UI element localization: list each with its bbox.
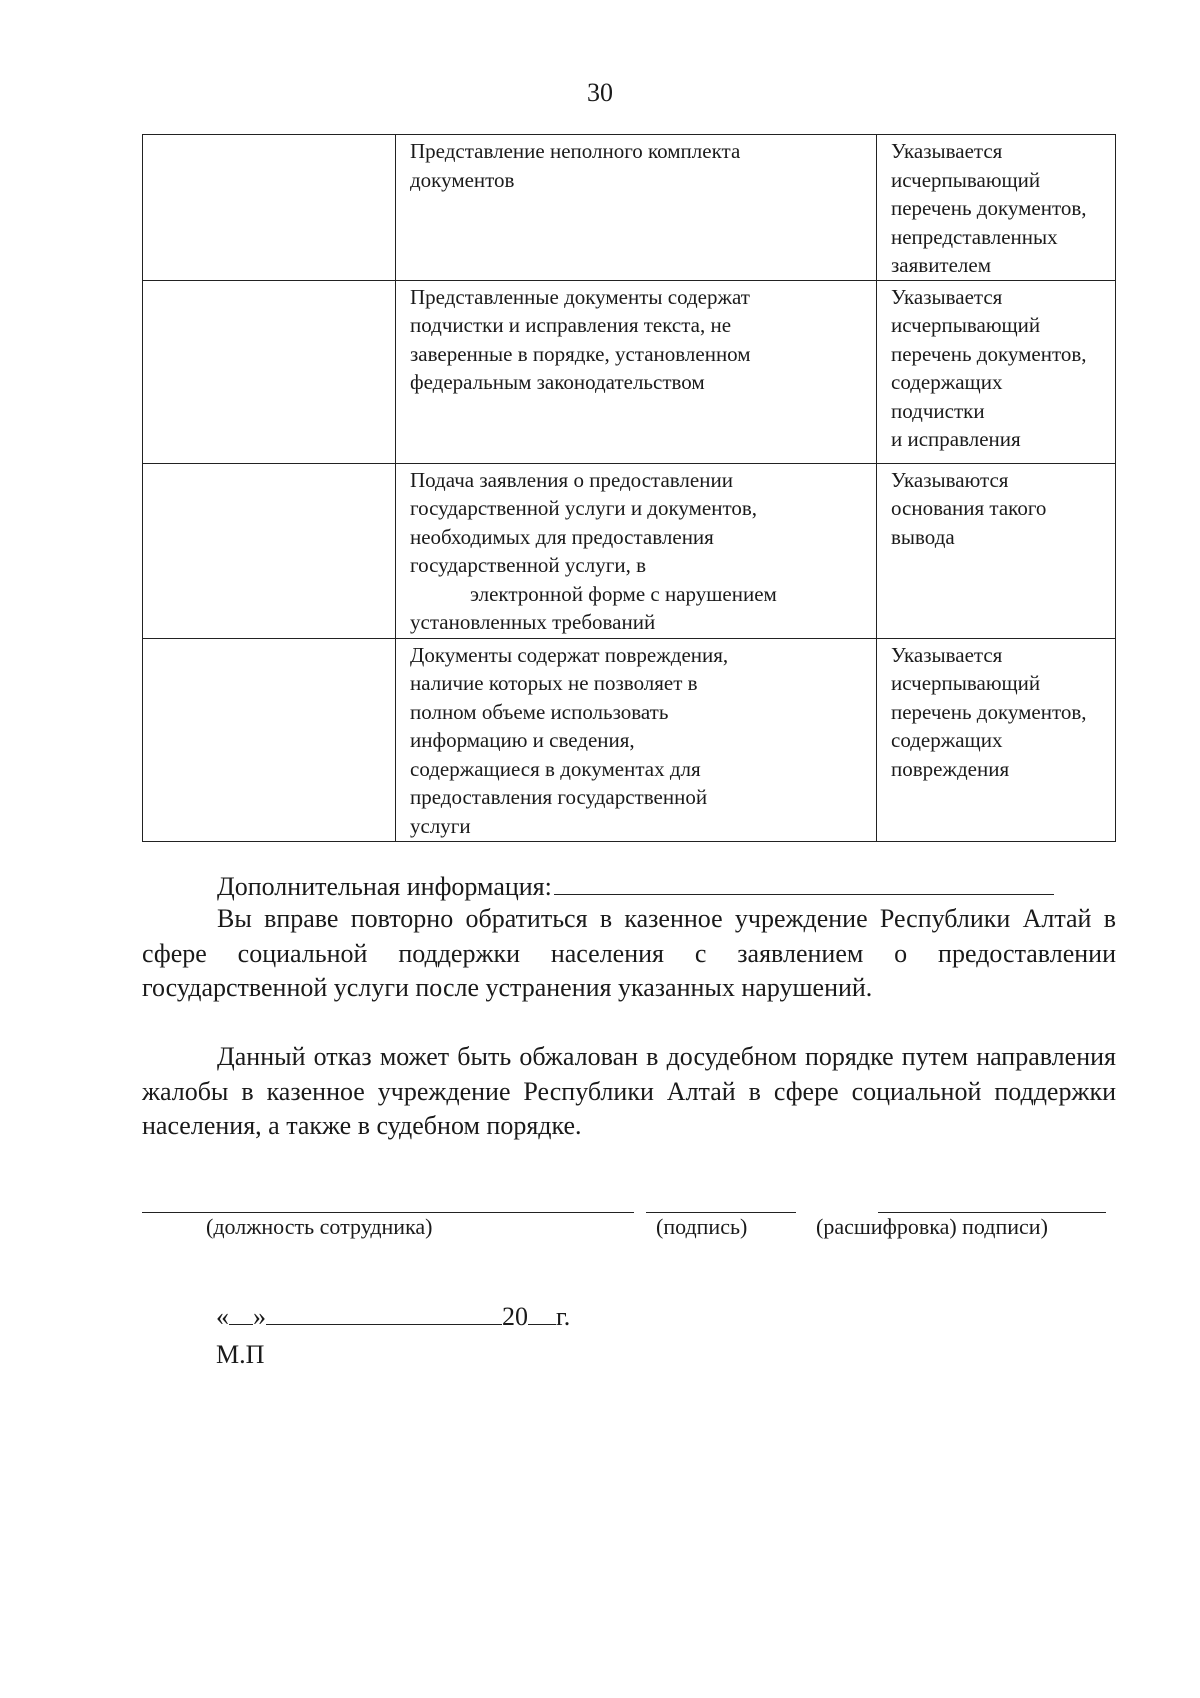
position-label: (должность сотрудника) xyxy=(206,1214,433,1239)
additional-info-label: Дополнительная информация: xyxy=(217,872,552,901)
signature-line xyxy=(646,1212,796,1213)
reason-line: Подача заявления о предоставлении xyxy=(410,467,733,492)
reason-line: Представление неполного комплекта xyxy=(410,139,741,163)
note-line: и исправления xyxy=(891,427,1021,451)
reason-line: наличие которых не позволяет в xyxy=(410,671,698,695)
note-line: непредставленных xyxy=(891,224,1058,249)
reason-line: услуги xyxy=(410,813,471,838)
note-line: перечень документов, xyxy=(891,699,1087,724)
note-line: Указывается xyxy=(891,284,1003,309)
table-cell-empty xyxy=(143,135,396,281)
reason-cell xyxy=(396,638,877,841)
reason-line: необходимых для предоставления xyxy=(410,524,714,549)
note-line: перечень документов, xyxy=(891,341,1087,366)
stamp-label: М.П xyxy=(216,1340,265,1369)
note-cell xyxy=(877,135,1116,281)
reason-line: информацию и сведения, xyxy=(410,728,635,752)
month-blank xyxy=(266,1302,502,1325)
page-number: 30 xyxy=(587,78,613,107)
note-line: Указывается xyxy=(891,139,1003,163)
decoding-label: (расшифровка) подписи) xyxy=(816,1214,1048,1239)
table-row xyxy=(143,135,1116,281)
reason-line: установленных требований xyxy=(410,610,656,634)
year-blank xyxy=(528,1302,556,1325)
note-line: содержащих xyxy=(891,370,1003,394)
note-line: содержащих xyxy=(891,728,1003,752)
note-line: подчистки xyxy=(891,398,985,423)
date-open-quote: « xyxy=(216,1302,229,1331)
table-cell-empty xyxy=(143,638,396,841)
note-cell xyxy=(877,463,1116,638)
note-line: перечень документов, xyxy=(891,196,1087,220)
reason-line: полном объеме использовать xyxy=(410,699,669,724)
year-prefix: 20 xyxy=(502,1302,528,1331)
note-line: повреждения xyxy=(891,756,1010,781)
additional-info-blank-line xyxy=(554,868,1054,895)
reason-line: документов xyxy=(410,167,515,192)
reason-cell xyxy=(396,135,877,281)
signature-label: (подпись) xyxy=(656,1214,748,1239)
year-suffix: г. xyxy=(556,1302,571,1331)
reason-line: заверенные в порядке, установленном xyxy=(410,341,751,366)
note-line: заявителем xyxy=(891,253,992,277)
reason-line: электронной форме с нарушением xyxy=(470,581,777,606)
reason-line: подчистки и исправления текста, не xyxy=(410,313,732,337)
note-line: основания такого xyxy=(891,496,1047,520)
note-cell xyxy=(877,280,1116,463)
table-row xyxy=(143,280,1116,463)
refusal-reasons-table xyxy=(142,134,1116,842)
reason-line: федеральным законодательством xyxy=(410,370,705,394)
reason-line: Представленные документы содержат xyxy=(410,284,750,309)
additional-info xyxy=(142,868,1116,905)
table-cell-empty xyxy=(143,463,396,638)
position-line xyxy=(142,1212,634,1213)
note-line: исчерпывающий xyxy=(891,167,1041,192)
reason-line: государственной услуги, в xyxy=(410,553,646,577)
note-line: Указываются xyxy=(891,467,1009,492)
reason-line: государственной услуги и документов, xyxy=(410,496,758,520)
reason-line: содержащиеся в документах для xyxy=(410,756,701,781)
appeal-paragraph: Данный отказ может быть обжалован в досудебном порядке путем направления жалобы в казенное учреждение Республики Алтай в сфере социальной поддержки населения, а также в судебном порядке. xyxy=(142,1042,1116,1140)
table-row xyxy=(143,638,1116,841)
reason-cell xyxy=(396,463,877,638)
note-line: исчерпывающий xyxy=(891,313,1041,337)
table-row xyxy=(143,463,1116,638)
note-line: вывода xyxy=(891,524,955,549)
day-blank xyxy=(229,1302,253,1325)
note-cell xyxy=(877,638,1116,841)
note-line: Указывается xyxy=(891,642,1003,667)
date-close-quote: » xyxy=(253,1302,266,1331)
reason-cell xyxy=(396,280,877,463)
reason-line: предоставления государственной xyxy=(410,785,708,809)
table-cell-empty xyxy=(143,280,396,463)
note-line: исчерпывающий xyxy=(891,671,1041,695)
reapply-paragraph: Вы вправе повторно обратиться в казенное учреждение Республики Алтай в сфере социальной поддержки населения с заявлением о предоставлении государственной услуги после устранения указанных нарушений. xyxy=(142,904,1116,1002)
date-line xyxy=(216,1302,570,1332)
reason-line: Документы содержат повреждения, xyxy=(410,642,729,667)
decoding-line xyxy=(878,1212,1106,1213)
